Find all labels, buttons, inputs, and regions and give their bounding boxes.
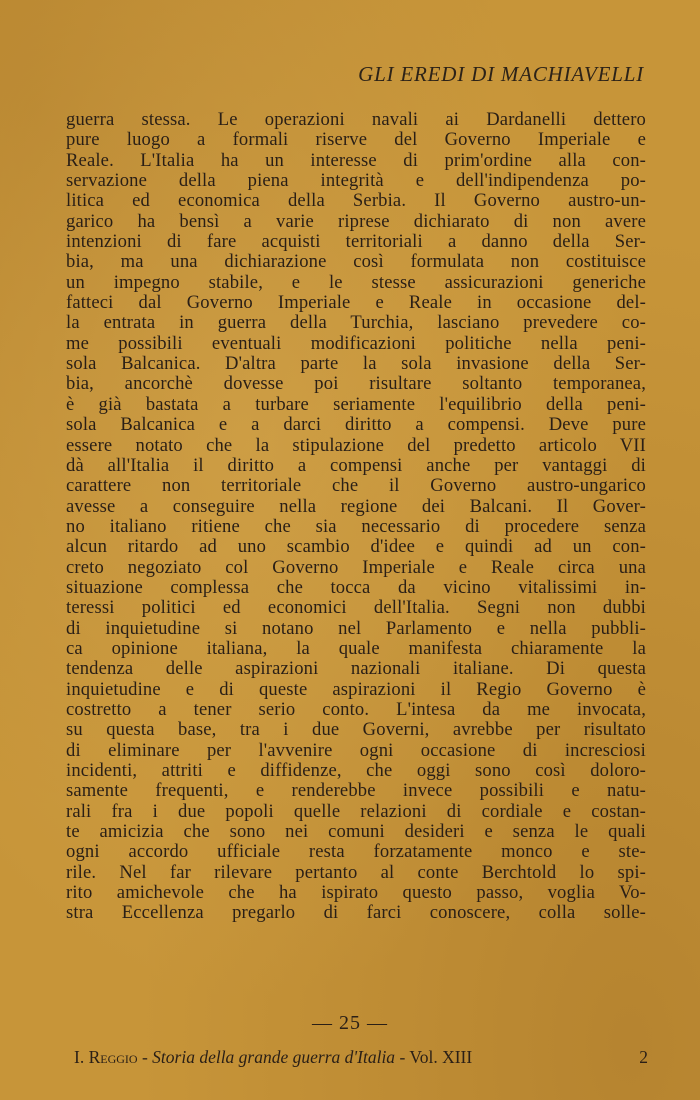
text-line: garico ha bensì a varie riprese dichiarato di non avere	[66, 210, 646, 232]
footer-citation	[74, 1047, 472, 1068]
text-line: no italiano ritiene che sia necessario di procedere senza	[66, 515, 646, 537]
text-line: costretto a tener serio conto. L'intesa da me invocata,	[66, 698, 646, 720]
footer-separator: -	[399, 1047, 406, 1067]
text-line: tendenza delle aspirazioni nazionali italiane. Di questa	[66, 658, 646, 680]
text-line: teressi politici ed economici dell'Italia. Segni non dubbi	[66, 597, 646, 619]
text-line: carattere non territoriale che il Governo austro-ungarico	[66, 475, 646, 497]
text-line: un impegno stabile, e le stesse assicurazioni generiche	[66, 271, 646, 293]
text-line: bia, ancorchè dovesse poi risultare soltanto temporanea,	[66, 373, 646, 395]
text-line: alcun ritardo ad uno scambio d'idee e quindi ad un con-	[66, 536, 646, 558]
text-line: creto negoziato col Governo Imperiale e Reale circa una	[66, 556, 646, 578]
text-line: incidenti, attriti e diffidenze, che oggi sono così doloro-	[66, 760, 646, 781]
text-line: servazione della piena integrità e dell'indipendenza po-	[66, 170, 646, 192]
footer-signature-mark: 2	[639, 1047, 648, 1067]
text-line: rali fra i due popoli quelle relazioni di cordiale e costan-	[66, 800, 646, 822]
text-line: di eliminare per l'avvenire ogni occasione di incresciosi	[66, 739, 646, 761]
footer-book-title: Storia della grande guerra d'Italia	[152, 1047, 396, 1067]
text-line: è già bastata a turbare seriamente l'equilibrio della peni-	[66, 393, 646, 415]
text-line: me possibili eventuali modificazioni politiche nella peni-	[66, 332, 646, 354]
text-line: stra Eccellenza pregarlo di farci conoscere, colla solle-	[66, 902, 646, 924]
text-line: samente frequenti, e renderebbe invece possibili e natu-	[66, 780, 646, 802]
text-line: su questa base, tra i due Governi, avrebbe per risultato	[66, 719, 646, 741]
text-line: sola Balcanica. D'altra parte la sola invasione della Ser-	[66, 353, 646, 375]
text-line: Reale. L'Italia ha un interesse di prim'ordine alla con-	[66, 149, 646, 171]
text-line: essere notato che la stipulazione del predetto articolo VII	[66, 434, 646, 456]
text-line: te amicizia che sono nei comuni desideri e senza le quali	[66, 821, 646, 843]
text-line: di inquietudine si notano nel Parlamento e nella pubbli-	[66, 617, 646, 639]
text-line: ca opinione italiana, la quale manifesta chiaramente la	[66, 637, 646, 659]
text-line: la entrata in guerra della Turchia, lasciano prevedere co-	[66, 312, 646, 334]
footer-signature-line	[74, 1047, 648, 1068]
text-line: situazione complessa che tocca da vicino vitalissimi in-	[66, 576, 646, 598]
text-line: litica ed economica della Serbia. Il Governo austro-un-	[66, 190, 646, 212]
body-text	[66, 110, 646, 924]
text-line: pure luogo a formali riserve del Governo Imperiale e	[66, 129, 646, 151]
text-line: avesse a conseguire nella regione dei Balcani. Il Gover-	[66, 495, 646, 517]
footer-separator: -	[141, 1047, 148, 1067]
text-line: inquietudine e di queste aspirazioni il Regio Governo è	[66, 678, 646, 700]
text-line: ogni accordo ufficiale resta forzatamente monco e ste-	[66, 841, 646, 863]
text-line: rito amichevole che ha ispirato questo passo, voglia Vo-	[66, 882, 646, 904]
footer-author: I. Reggio	[74, 1047, 138, 1067]
text-line: intenzioni di fare acquisti territoriali a danno della Ser-	[66, 231, 646, 253]
text-line: sola Balcanica e a darci diritto a compensi. Deve pure	[66, 414, 646, 436]
text-line: dà all'Italia il diritto a compensi anche per vantaggi di	[66, 454, 646, 476]
text-line: bia, ma una dichiarazione così formulata non costituisce	[66, 251, 646, 273]
text-line: rile. Nel far rilevare pertanto al conte Berchtold lo spi-	[66, 861, 646, 883]
footer-volume: Vol. XIII	[409, 1047, 473, 1067]
page-number: — 25 —	[312, 1012, 388, 1034]
text-line: guerra stessa. Le operazioni navali ai Dardanelli dettero	[66, 109, 646, 130]
text-line: fatteci dal Governo Imperiale e Reale in occasione del-	[66, 292, 646, 314]
running-title: GLI EREDI DI MACHIAVELLI	[358, 62, 644, 86]
